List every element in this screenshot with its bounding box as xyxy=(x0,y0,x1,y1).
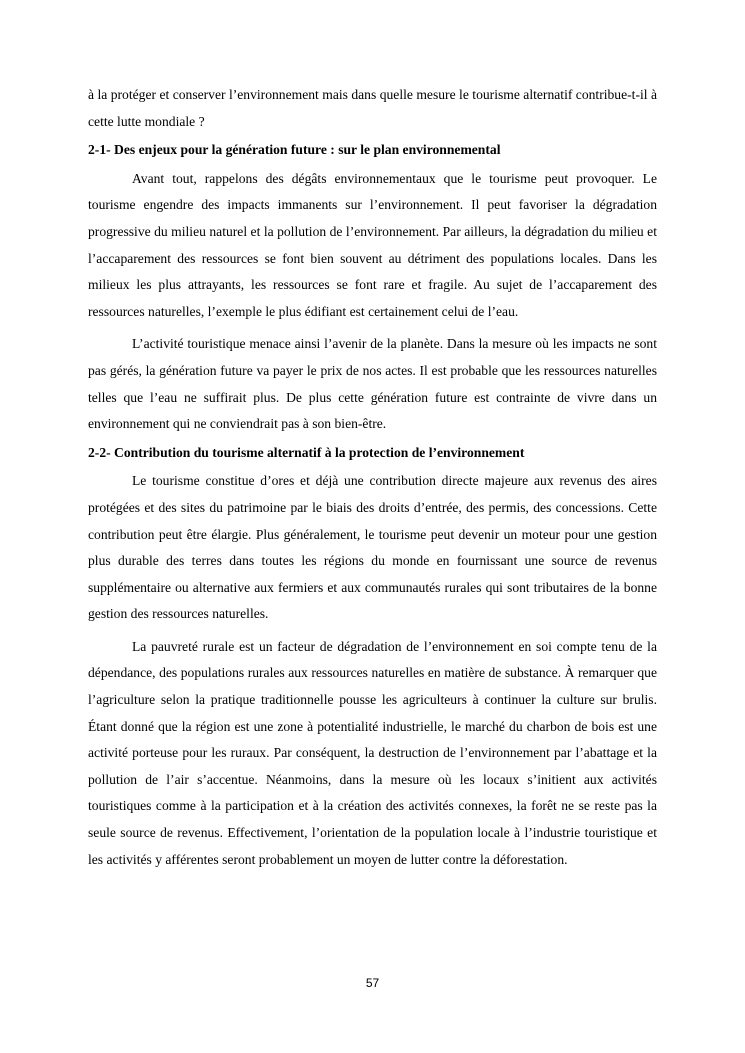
page-body xyxy=(88,82,657,873)
section-heading-2-1: 2-1- Des enjeux pour la génération future : sur le plan environnemental xyxy=(88,142,501,158)
section-heading-2-2: 2-2- Contribution du tourisme alternatif à la protection de l’environnement xyxy=(88,444,525,460)
intro-continuation-paragraph: à la protéger et conserver l’environnement mais dans quelle mesure le tourisme alternatif contribue-t-il à cette lutte mondiale ? xyxy=(88,87,657,129)
paragraph-2-2-b: La pauvreté rurale est un facteur de dégradation de l’environnement en soi compte tenu de la dépendance, des populations rurales aux ressources naturelles en matière de substance. À remarquer que l’agriculture selon la pratique traditionnelle pousse les agriculteurs à continuer la culture sur brulis. Étant donné que la région est une zone à potentialité industrielle, le marché du charbon de bois est une activité porteuse pour les ruraux. Par conséquent, la destruction de l’environnement par l’abattage et la pollution de l’air s’accentue. Néanmoins, dans la mesure où les locaux s’initient aux activités touristiques comme à la participation et à la création des activités connexes, la forêt ne se reste pas la seule source de revenus. Effectivement, l’orientation de la population locale à l’industrie touristique et les activités y afférentes seront probablement un moyen de lutter contre la déforestation. xyxy=(88,638,657,867)
paragraph-2-1-a: Avant tout, rappelons des dégâts environnementaux que le tourisme peut provoquer. Le tourisme engendre des impacts immanents sur l’environnement. Il peut favoriser la dégradation progressive du milieu naturel et la pollution de l’environnement. Par ailleurs, la dégradation du milieu et l’accaparement des ressources se font bien souvent au détriment des populations locales. Dans les milieux les plus attrayants, les ressources se font rare et fragile. Au sujet de l’accaparement des ressources naturelles, l’exemple le plus édifiant est certainement celui de l’eau. xyxy=(88,170,657,319)
page-number: 57 xyxy=(365,976,380,990)
paragraph-2-2-a: Le tourisme constitue d’ores et déjà une contribution directe majeure aux revenus des aires protégées et des sites du patrimoine par le biais des droits d’entrée, des permis, des concessions. Cette contribution peut être élargie. Plus généralement, le tourisme peut devenir un moteur pour une gestion plus durable des terres dans toutes les régions du monde en fournissant une source de revenus supplémentaire ou alternative aux fermiers et aux communautés rurales qui sont tributaires de la bonne gestion des ressources naturelles. xyxy=(88,473,657,622)
paragraph-2-1-b: L’activité touristique menace ainsi l’avenir de la planète. Dans la mesure où les impacts ne sont pas gérés, la génération future va payer le prix de nos actes. Il est probable que les ressources naturelles telles que l’eau ne suffirait plus. De plus cette génération future est contrainte de vivre dans un environnement qui ne conviendrait pas à son bien-être. xyxy=(88,336,657,432)
